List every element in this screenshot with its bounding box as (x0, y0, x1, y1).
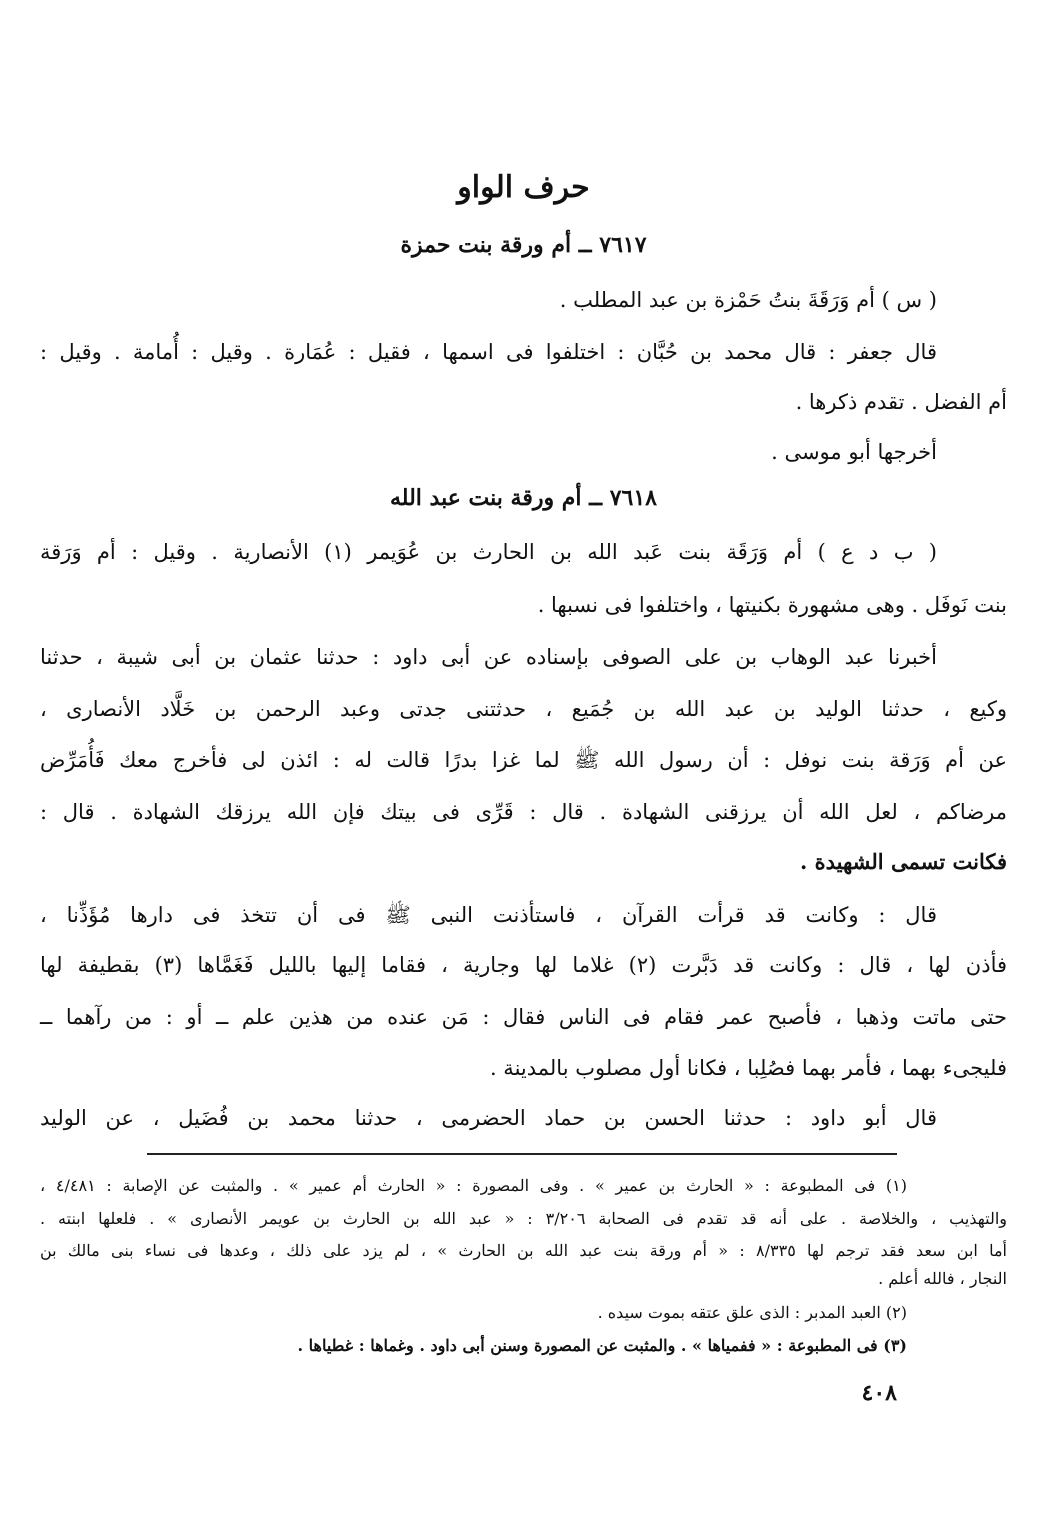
page-number: ٤٠٨ (861, 1380, 897, 1406)
entry-heading: ٧٦١٨ ــ أم ورقة بنت عبد الله (390, 485, 657, 511)
entry-line: أم الفضل . تقدم ذكرها . (795, 390, 1007, 414)
entry-line: فأذن لها ، قال : وكانت قد دَبَّرت (٢) غلاما لها وجارية ، فقاما إليها بالليل فَغَمَّاها (٣) بقطيفة لها (40, 953, 1008, 977)
entry-line: مرضاكم ، لعل الله أن يرزقنى الشهادة . قال : قَرِّى فى بيتك فإن الله يرزقك الشهادة . قال : (40, 800, 1007, 824)
entry-line: حتى ماتت وذهبا ، فأصبح عمر فقام فى الناس فقال : مَن عنده من هذين علم ــ أو : من رآهما ــ (40, 1005, 1007, 1029)
entry-line: بنت نَوفَل . وهى مشهورة بكنيتها ، واختلفوا فى نسبها . (537, 593, 1007, 617)
entry-line: وكيع ، حدثنا الوليد بن عبد الله بن جُمَيع ، حدثتنى جدتى وعبد الرحمن بن خَلَّاد الأنصارى ، (40, 697, 1007, 721)
entry-line: قال جعفر : قال محمد بن حُبَّان : اختلفوا فى اسمها ، فقيل : عُمَارة . وقيل : أُمامة . وقيل : (40, 340, 937, 364)
footnote-line: (٢) العبد المدبر : الذى علق عتقه بموت سيده . (597, 1303, 907, 1322)
entry-line: قال : وكانت قد قرأت القرآن ، فاستأذنت النبى ﷺ فى أن تتخذ فى دارها مُؤَذِّنا ، (40, 903, 937, 927)
entry-line: أخبرنا عبد الوهاب بن على الصوفى بإسناده عن أبى داود : حدثنا عثمان بن أبى شيبة ، حدثنا (40, 645, 937, 669)
chapter-title: حرف الواو (457, 170, 590, 205)
footnote-line: النجار ، فالله أعلم . (878, 1269, 1007, 1288)
entry-line: فكانت تسمى الشهيدة . (800, 849, 1007, 874)
entry-line: ( س ) أم وَرَقَةَ بنتُ حَمْزة بن عبد المطلب . (559, 288, 937, 312)
footnote-separator (147, 1153, 897, 1155)
entry-line: فليجىء بهما ، فأمر بهما فصُلِبا ، فكانا أول مصلوب بالمدينة . (489, 1056, 1007, 1080)
footnote-line: والتهذيب ، والخلاصة . على أنه قد تقدم فى الصحابة ٣/٢٠٦ : « عبد الله بن الحارث بن عويمر الأنصارى » . فلعلها ابنته . (40, 1209, 1007, 1228)
footnote-line: أما ابن سعد فقد ترجم لها ٨/٣٣٥ : « أم ورقة بنت عبد الله بن الحارث » ، لم يزد على ذلك ، وعدها فى نساء بنى مالك بن (40, 1241, 1008, 1260)
entry-line: عن أم وَرَقة بنت نوفل : أن رسول الله ﷺ لما غزا بدرًا قالت له : ائذن لى فأخرج معك فَأُمَرِّض (40, 748, 1007, 772)
entry-heading: ٧٦١٧ ــ أم ورقة بنت حمزة (400, 232, 647, 258)
footnote-line: (١) فى المطبوعة : « الحارث بن عمير » . وفى المصورة : « الحارث أم عمير » . والمثبت عن الإصابة : ٤/٤٨١ ، (40, 1176, 908, 1195)
entry-line: ( ب د ع ) أم وَرَقَة بنت عَبد الله بن الحارث بن عُوَيمر (١) الأنصارية . وقيل : أم وَرَقة (40, 540, 937, 564)
entry-line: قال أبو داود : حدثنا الحسن بن حماد الحضرمى ، حدثنا محمد بن فُضَيل ، عن الوليد (40, 1106, 937, 1130)
footnote-line: (٣) فى المطبوعة : « ففمياها » . والمثبت عن المصورة وسنن أبى داود . وغماها : غطياها . (297, 1336, 907, 1355)
entry-line: أخرجها أبو موسى . (771, 440, 937, 464)
